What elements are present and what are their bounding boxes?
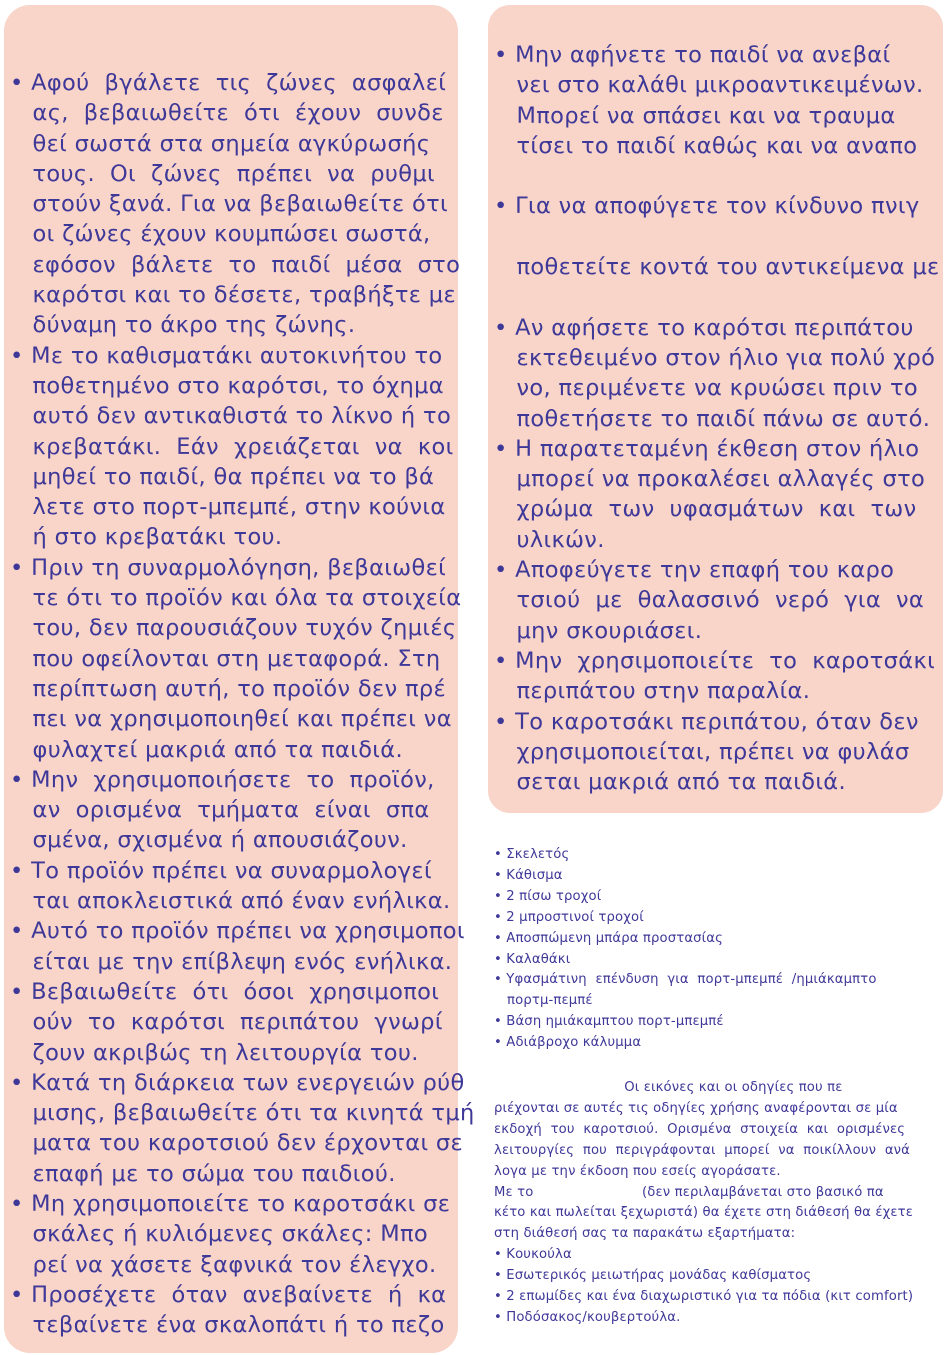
warning-line: • Μην αφήνετε το παιδί να ανεβαί xyxy=(494,42,891,68)
warning-line: σμένα, σχισμένα ή απουσιάζουν. xyxy=(10,827,408,854)
warning-line: εκτεθειμένο στον ήλιο για πολύ χρό xyxy=(494,344,936,371)
warning-line: • Μη χρησιμοποιείτε το καροτσάκι σε xyxy=(10,1190,451,1217)
warning-line: του, δεν παρουσιάζουν τυχόν ζημιές xyxy=(10,615,457,642)
warning-line: ή στο κρεβατάκι του. xyxy=(10,524,283,551)
warning-line: σκάλες ή κυλιόμενες σκάλες: Μπο xyxy=(10,1221,428,1248)
parts-list-item: • 2 μπροστινοί τροχοί xyxy=(494,909,644,925)
warning-line: πει να χρησιμοποιηθεί και πρέπει να xyxy=(10,706,452,733)
parts-list xyxy=(494,845,877,1054)
warning-line: δύναμη το άκρο της ζώνης. xyxy=(10,312,356,339)
warning-line: μηθεί το παιδί, θα πρέπει να το βά xyxy=(10,463,435,490)
warning-line: ρεί να χάσετε ξαφνικά τον έλεγχο. xyxy=(10,1251,437,1278)
warning-line: χρώμα των υφασμάτων και των xyxy=(494,496,917,523)
warning-line: μισης, βεβαιωθείτε ότι τα κινητά τμή xyxy=(10,1100,475,1127)
warning-line: ποθετημένο στο καρότσι, το όχημα xyxy=(10,372,444,399)
warning-line: • Με το καθισματάκι αυτοκινήτου το xyxy=(10,342,443,369)
warning-line: τε ότι το προϊόν και όλα τα στοιχεία xyxy=(10,585,462,612)
parts-list-item: • Αποσπώμενη μπάρα προστασίας xyxy=(494,930,724,946)
warning-line: καρότσι και το δέσετε, τραβήξτε με xyxy=(10,282,456,309)
parts-list-item: • Αδιάβροχο κάλυμμα xyxy=(494,1035,642,1051)
right-warnings-text xyxy=(494,40,940,797)
warning-line: Μπορεί να σπάσει και να τραυμα xyxy=(494,102,896,129)
warning-line: • Αν αφήσετε το καρότσι περιπάτου xyxy=(494,314,914,341)
warning-line: μπορεί να προκαλέσει αλλαγές στο xyxy=(494,466,926,493)
warning-line: θεί σωστά στα σημεία αγκύρωσής xyxy=(10,130,431,157)
warning-line: φυλαχτεί μακριά από τα παιδιά. xyxy=(10,736,403,763)
warning-line: λετε στο πορτ-μπεμπέ, στην κούνια xyxy=(10,494,446,521)
warning-line: • Μην χρησιμοποιείτε το καροτσάκι xyxy=(494,647,936,674)
info-line: • Ποδόσακος/κουβερτούλα. xyxy=(494,1309,681,1325)
warning-line: κρεβατάκι. Εάν χρειάζεται να κοι xyxy=(10,433,454,460)
info-line: εκδοχή του καροτσιού. Ορισμένα στοιχεία και ορισμένες xyxy=(494,1121,906,1137)
warning-line: • Το προϊόν πρέπει να συναρμολογεί xyxy=(10,857,432,884)
warning-line: • Προσέχετε όταν ανεβαίνετε ή κα xyxy=(10,1281,447,1308)
warning-line: στούν ξανά. Για να βεβαιωθείτε ότι xyxy=(10,191,448,218)
info-line: κέτο και πωλείται ξεχωριστά) θα έχετε στη διάθεσή θα έχετε xyxy=(494,1205,914,1221)
warning-line: τους. Οι ζώνες πρέπει να ρυθμι xyxy=(10,160,436,187)
parts-list-item: πορτμ-πεμπέ xyxy=(494,993,593,1009)
warning-line: • Η παρατεταμένη έκθεση στον ήλιο xyxy=(494,435,920,462)
warning-line: τεβαίνετε ένα σκαλοπάτι ή το πεζο xyxy=(10,1312,445,1339)
warning-line: εφόσον βάλετε το παιδί μέσα στο xyxy=(10,251,461,278)
warning-line: περιπάτου στην παραλία. xyxy=(494,678,811,705)
parts-list-item: • Υφασμάτινη επένδυση για πορτ-μπεμπέ /ημιάκαμπτο xyxy=(494,972,877,988)
warning-line: • Πριν τη συναρμολόγηση, βεβαιωθεί xyxy=(10,554,447,581)
info-line: λειτουργίες που περιγράφονται μπορεί να ποικίλλουν ανά xyxy=(494,1142,911,1158)
warning-line: χρησιμοποιείται, πρέπει να φυλάσ xyxy=(494,738,910,765)
parts-list-item: • Βάση ημιάκαμπτου πορτ-μπεμπέ xyxy=(494,1014,724,1030)
warning-line: • Το καροτσάκι περιπάτου, όταν δεν xyxy=(494,708,919,735)
warning-line: ζουν ακριβώς τη λειτουργία του. xyxy=(10,1039,419,1066)
parts-list-item: • 2 πίσω τροχοί xyxy=(494,888,602,904)
warning-line: υλικών. xyxy=(494,526,605,553)
warning-line: που οφείλονται στη μεταφορά. Στη xyxy=(10,645,441,672)
warning-line: νο, περιμένετε να κρυώσει πριν το xyxy=(494,375,918,402)
warning-line: • Κατά τη διάρκεια των ενεργειών ρύθ xyxy=(10,1069,465,1096)
warning-line: επαφή με το σώμα του παιδιού. xyxy=(10,1160,396,1187)
warning-line: ματα του καροτσιού δεν έρχονται σε xyxy=(10,1130,464,1157)
warning-line: ται αποκλειστικά από έναν ενήλικα. xyxy=(10,888,451,915)
warning-line: μην σκουριάσει. xyxy=(494,617,703,644)
info-line: • Εσωτερικός μειωτήρας μονάδας καθίσματος xyxy=(494,1268,812,1284)
warning-line: ποθετήσετε το παιδί πάνω σε αυτό. xyxy=(494,405,931,432)
accessories-info xyxy=(494,1078,913,1329)
warning-line: αν ορισμένα τμήματα είναι σπα xyxy=(10,797,430,824)
parts-list-item: • Κάθισμα xyxy=(494,867,563,883)
warning-line: • Αυτό το προϊόν πρέπει να χρησιμοποι xyxy=(10,918,465,945)
parts-list-item: • Καλαθάκι xyxy=(494,951,571,967)
info-line: ριέχονται σε αυτές τις οδηγίες χρήσης αναφέρονται σε μία xyxy=(494,1100,898,1116)
warning-line: • Για να αποφύγετε τον κίνδυνο πνιγ xyxy=(494,193,920,220)
warning-line: αυτό δεν αντικαθιστά το λίκνο ή το xyxy=(10,403,452,430)
warning-line: • Μην χρησιμοποιήσετε το προϊόν, xyxy=(10,766,435,793)
warning-line: • Αφού βγάλετε τις ζώνες ασφαλεί xyxy=(10,70,447,96)
warning-line: ποθετείτε κοντά του αντικείμενα με xyxy=(494,254,940,281)
warning-line: • Αποφεύγετε την επαφή του καρο xyxy=(494,557,895,584)
warning-line xyxy=(494,222,940,252)
info-line: στη διάθεσή σας τα παρακάτω εξαρτήματα: xyxy=(494,1226,796,1242)
warning-line: τίσει το παιδί καθώς και να αναπο xyxy=(494,132,918,159)
info-line: • 2 επωμίδες και ένα διαχωριστικό για τα πόδια (κιτ comfort) xyxy=(494,1289,914,1305)
left-warnings-text xyxy=(10,68,475,1340)
info-line: Οι εικόνες και οι οδηγίες που πε xyxy=(494,1080,843,1095)
warning-line: νει στο καλάθι μικροαντικειμένων. xyxy=(494,72,924,99)
warning-line: περίπτωση αυτή, το προϊόν δεν πρέ xyxy=(10,675,447,702)
parts-list-item: • Σκελετός xyxy=(494,847,570,862)
warning-line: οι ζώνες έχουν κουμπώσει σωστά, xyxy=(10,221,431,248)
warning-line: ας, βεβαιωθείτε ότι έχουν συνδε xyxy=(10,100,444,127)
warning-line: είται με την επίβλεψη ενός ενήλικα. xyxy=(10,948,453,975)
info-line: λογα με την έκδοση που εσείς αγοράσατε. xyxy=(494,1163,781,1179)
warning-line xyxy=(494,282,940,312)
warning-line: σεται μακριά από τα παιδιά. xyxy=(494,769,846,796)
info-line: Με το (δεν περιλαμβάνεται στο βασικό πα xyxy=(494,1184,884,1200)
info-line: • Κουκούλα xyxy=(494,1247,572,1263)
warning-line: τσιού με θαλασσινό νερό για να xyxy=(494,587,925,614)
warning-line: ούν το καρότσι περιπάτου γνωρί xyxy=(10,1009,443,1036)
warning-line xyxy=(494,161,940,191)
warning-line: • Βεβαιωθείτε ότι όσοι χρησιμοποι xyxy=(10,978,440,1005)
